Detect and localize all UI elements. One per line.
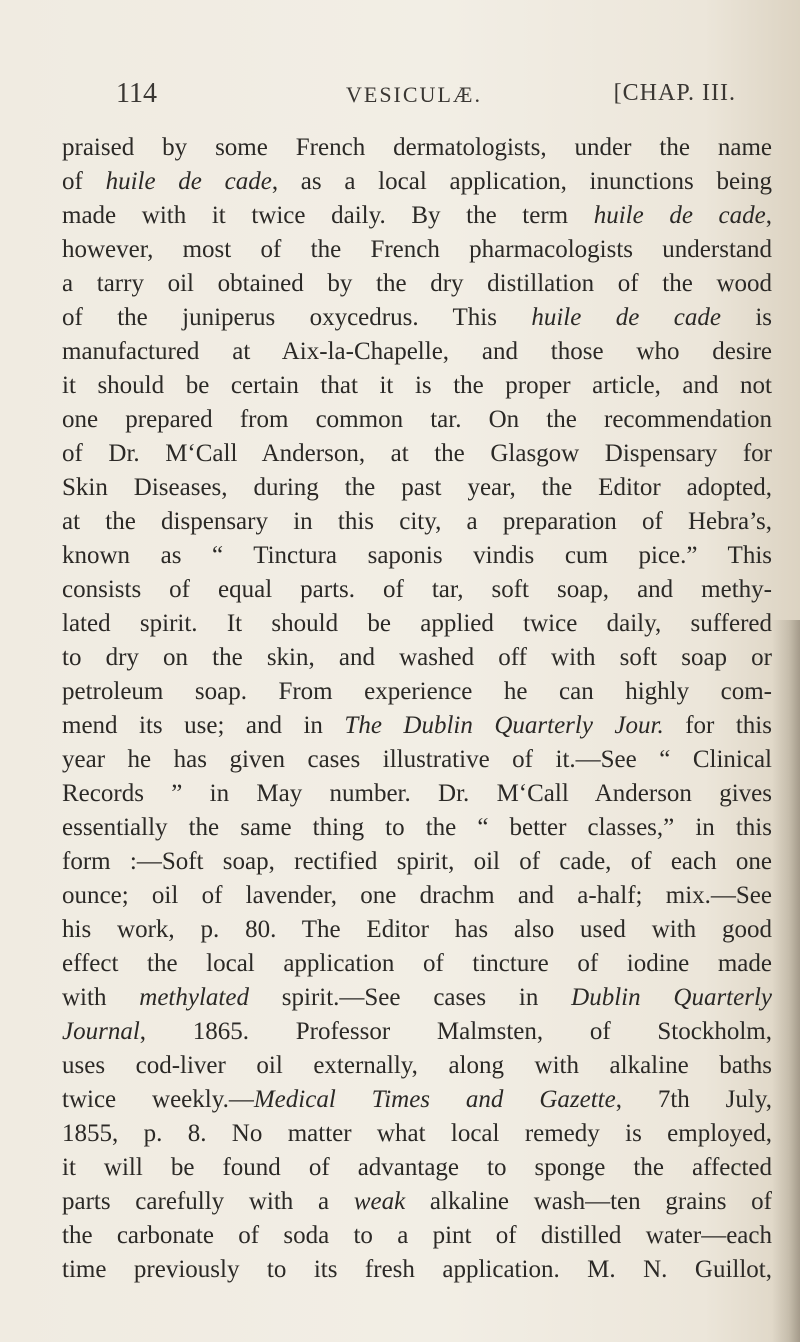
text-line: [62, 335, 772, 369]
text-segment: alkaline wash—ten grains of: [405, 1188, 772, 1215]
text-line: [62, 233, 772, 267]
page-edge-shadow: [772, 620, 800, 1342]
italic-text: huile de cade: [531, 304, 721, 331]
text-line: [62, 165, 772, 199]
text-segment: effect the local application of tincture of iodine made: [62, 950, 772, 977]
italic-text: Dublin Quarterly: [571, 984, 772, 1011]
text-segment: , as a local application, inunctions being: [271, 168, 772, 195]
page-header: [116, 78, 736, 118]
text-line: [62, 437, 772, 471]
text-segment: time previously to its fresh application. M. N. Guillot,: [62, 1256, 772, 1283]
text-segment: of: [62, 168, 106, 195]
text-line: [62, 1151, 772, 1185]
text-line: [62, 1185, 772, 1219]
text-line: [62, 369, 772, 403]
text-segment: however, most of the French pharmacologists understand: [62, 236, 772, 263]
italic-text: huile de cade: [593, 202, 766, 229]
text-line: [62, 1117, 772, 1151]
italic-text: Journal: [62, 1018, 140, 1045]
text-segment: ounce; oil of lavender, one drachm and a-half; mix.—See: [62, 882, 772, 909]
text-line: [62, 845, 772, 879]
text-line: [62, 539, 772, 573]
body-text: [62, 131, 772, 1287]
text-segment: mend its use; and in: [62, 712, 345, 739]
text-segment: to dry on the skin, and washed off with soft soap or: [62, 644, 772, 671]
page-number: 114: [116, 78, 157, 109]
text-segment: is: [720, 304, 772, 331]
text-segment: essentially the same thing to the “ better classes,” in this: [62, 814, 772, 841]
text-segment: the carbonate of soda to a pint of distilled water—each: [62, 1222, 772, 1249]
text-segment: petroleum soap. From experience he can highly com-: [62, 678, 772, 705]
text-segment: of the juniperus oxycedrus. This: [62, 304, 532, 331]
text-segment: it will be found of advantage to sponge the affected: [62, 1154, 772, 1181]
text-segment: a tarry oil obtained by the dry distillation of the wood: [62, 270, 772, 297]
italic-text: methylated: [139, 984, 249, 1011]
text-line: [62, 1219, 772, 1253]
running-head: VESICULÆ.: [346, 82, 482, 107]
text-line: [62, 573, 772, 607]
text-segment: , 7th July,: [615, 1086, 772, 1113]
text-line: [62, 1253, 772, 1287]
text-segment: twice weekly.—: [62, 1086, 254, 1113]
text-segment: made with it twice daily. By the term: [62, 202, 594, 229]
text-line: [62, 879, 772, 913]
text-line: [62, 709, 772, 743]
text-line: [62, 199, 772, 233]
text-line: [62, 641, 772, 675]
text-segment: form :—Soft soap, rectified spirit, oil of cade, of each one: [62, 848, 772, 875]
text-line: [62, 675, 772, 709]
text-line: [62, 131, 772, 165]
text-line: [62, 947, 772, 981]
text-line: [62, 981, 772, 1015]
text-line: [62, 777, 772, 811]
text-line: [62, 1049, 772, 1083]
text-line: [62, 913, 772, 947]
text-segment: ,: [765, 202, 773, 229]
text-segment: at the dispensary in this city, a preparation of Hebra’s,: [62, 508, 772, 535]
text-line: [62, 301, 772, 335]
text-segment: , 1865. Professor Malmsten, of Stockholm,: [139, 1018, 772, 1045]
chapter-reference: [CHAP. III.: [613, 80, 736, 106]
text-segment: praised by some French dermatologists, under the name: [62, 134, 772, 161]
italic-text: huile de cade: [105, 168, 272, 195]
text-segment: of Dr. M‘Call Anderson, at the Glasgow Dispensary for: [62, 440, 772, 467]
text-line: [62, 1015, 772, 1049]
italic-text: Medical Times and Gazette: [253, 1086, 616, 1113]
italic-text: The Dublin Quarterly Jour.: [344, 712, 664, 739]
text-segment: uses cod-liver oil externally, along with alkaline baths: [62, 1052, 772, 1079]
text-segment: year he has given cases illustrative of it.—See “ Clinical: [62, 746, 772, 773]
text-segment: Skin Diseases, during the past year, the Editor adopted,: [62, 474, 772, 501]
text-segment: spirit.—See cases in: [248, 984, 572, 1011]
text-line: [62, 811, 772, 845]
text-line: [62, 471, 772, 505]
text-segment: one prepared from common tar. On the recommendation: [62, 406, 772, 433]
text-line: [62, 505, 772, 539]
text-line: [62, 267, 772, 301]
text-segment: it should be certain that it is the proper article, and not: [62, 372, 772, 399]
text-segment: his work, p. 80. The Editor has also used with good: [62, 916, 772, 943]
text-segment: consists of equal parts. of tar, soft soap, and methy-: [62, 576, 772, 603]
text-segment: lated spirit. It should be applied twice daily, suffered: [62, 610, 772, 637]
text-segment: parts carefully with a: [62, 1188, 354, 1215]
text-segment: for this: [663, 712, 772, 739]
text-segment: known as “ Tinctura saponis vindis cum pice.” This: [62, 542, 772, 569]
text-segment: Records ” in May number. Dr. M‘Call Anderson gives: [62, 780, 772, 807]
text-line: [62, 743, 772, 777]
italic-text: weak: [353, 1188, 406, 1215]
text-segment: manufactured at Aix-la-Chapelle, and those who desire: [62, 338, 772, 365]
text-line: [62, 1083, 772, 1117]
text-line: [62, 607, 772, 641]
text-segment: 1855, p. 8. No matter what local remedy is employed,: [62, 1120, 772, 1147]
text-segment: with: [62, 984, 140, 1011]
text-line: [62, 403, 772, 437]
